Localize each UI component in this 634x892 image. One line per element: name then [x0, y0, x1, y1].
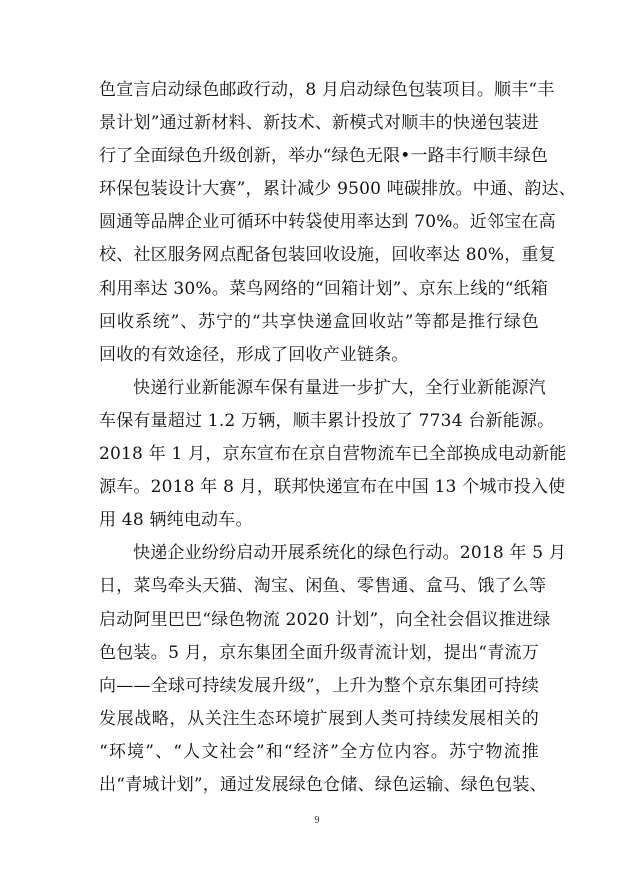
- paragraph-line: 快递行业新能源车保有量进一步扩大，全行业新能源汽: [133, 377, 546, 398]
- paragraph-line: 向——全球可持续发展升级”，上升为整个京东集团可持续: [99, 675, 539, 696]
- paragraph-line: 2018 年 1 月，京东宣布在京自营物流车已全部换成电动新能: [99, 444, 567, 465]
- paragraph-2: [99, 372, 567, 537]
- paragraph-line: 校、社区服务网点配备包装回收设施，回收率达 80%，重复: [99, 245, 556, 266]
- paragraph-line: 行了全面绿色升级创新，举办“绿色无限•一路丰行顺丰绿色: [99, 146, 549, 167]
- paragraph-line: 色包装。5 月，京东集团全面升级青流计划，提出“青流万: [99, 642, 539, 663]
- page-number: 9: [314, 815, 320, 826]
- paragraph-line: “环境”、“人文社会”和“经济”全方位内容。苏宁物流推: [99, 741, 539, 762]
- paragraph-line: 快递企业纷纷启动开展系统化的绿色行动。2018 年 5 月: [133, 543, 567, 564]
- paragraph-line: 用 48 辆纯电动车。: [99, 510, 253, 531]
- paragraph-line: 利用率达 30%。菜鸟网络的“回箱计划”、京东上线的“纸箱: [99, 278, 549, 299]
- paragraph-1: [99, 74, 576, 372]
- paragraph-line: 启动阿里巴巴“绿色物流 2020 计划”，向全社会倡议推进绿: [99, 609, 551, 630]
- paragraph-line: 回收的有效途径，形成了回收产业链条。: [99, 344, 409, 365]
- paragraph-line: 环保包装设计大赛”，累计减少 9500 吨碳排放。中通、韵达、: [99, 179, 576, 200]
- paragraph-line: 车保有量超过 1.2 万辆，顺丰累计投放了 7734 台新能源。: [99, 410, 555, 431]
- paragraph-line: 源车。2018 年 8 月，联邦快递宣布在中国 13 个城市投入使: [99, 477, 566, 498]
- body-text: [99, 74, 576, 802]
- paragraph-line: 圆通等品牌企业可循环中转袋使用率达到 70%。近邻宝在高: [99, 212, 556, 233]
- paragraph-line: 景计划”通过新材料、新技术、新模式对顺丰的快递包装进: [99, 113, 539, 134]
- paragraph-line: 回收系统”、苏宁的“共享快递盒回收站”等都是推行绿色: [99, 311, 539, 332]
- paragraph-line: 日，菜鸟牵头天猫、淘宝、闲鱼、零售通、盒马、饿了么等: [99, 576, 547, 597]
- paragraph-3: [99, 537, 567, 802]
- paragraph-line: 发展战略，从关注生态环境扩展到人类可持续发展相关的: [99, 708, 539, 729]
- paragraph-line: 出“青城计划”，通过发展绿色仓储、绿色运输、绿色包装、: [99, 774, 547, 795]
- paragraph-line: 色宣言启动绿色邮政行动，8 月启动绿色包装项目。顺丰“丰: [99, 80, 555, 100]
